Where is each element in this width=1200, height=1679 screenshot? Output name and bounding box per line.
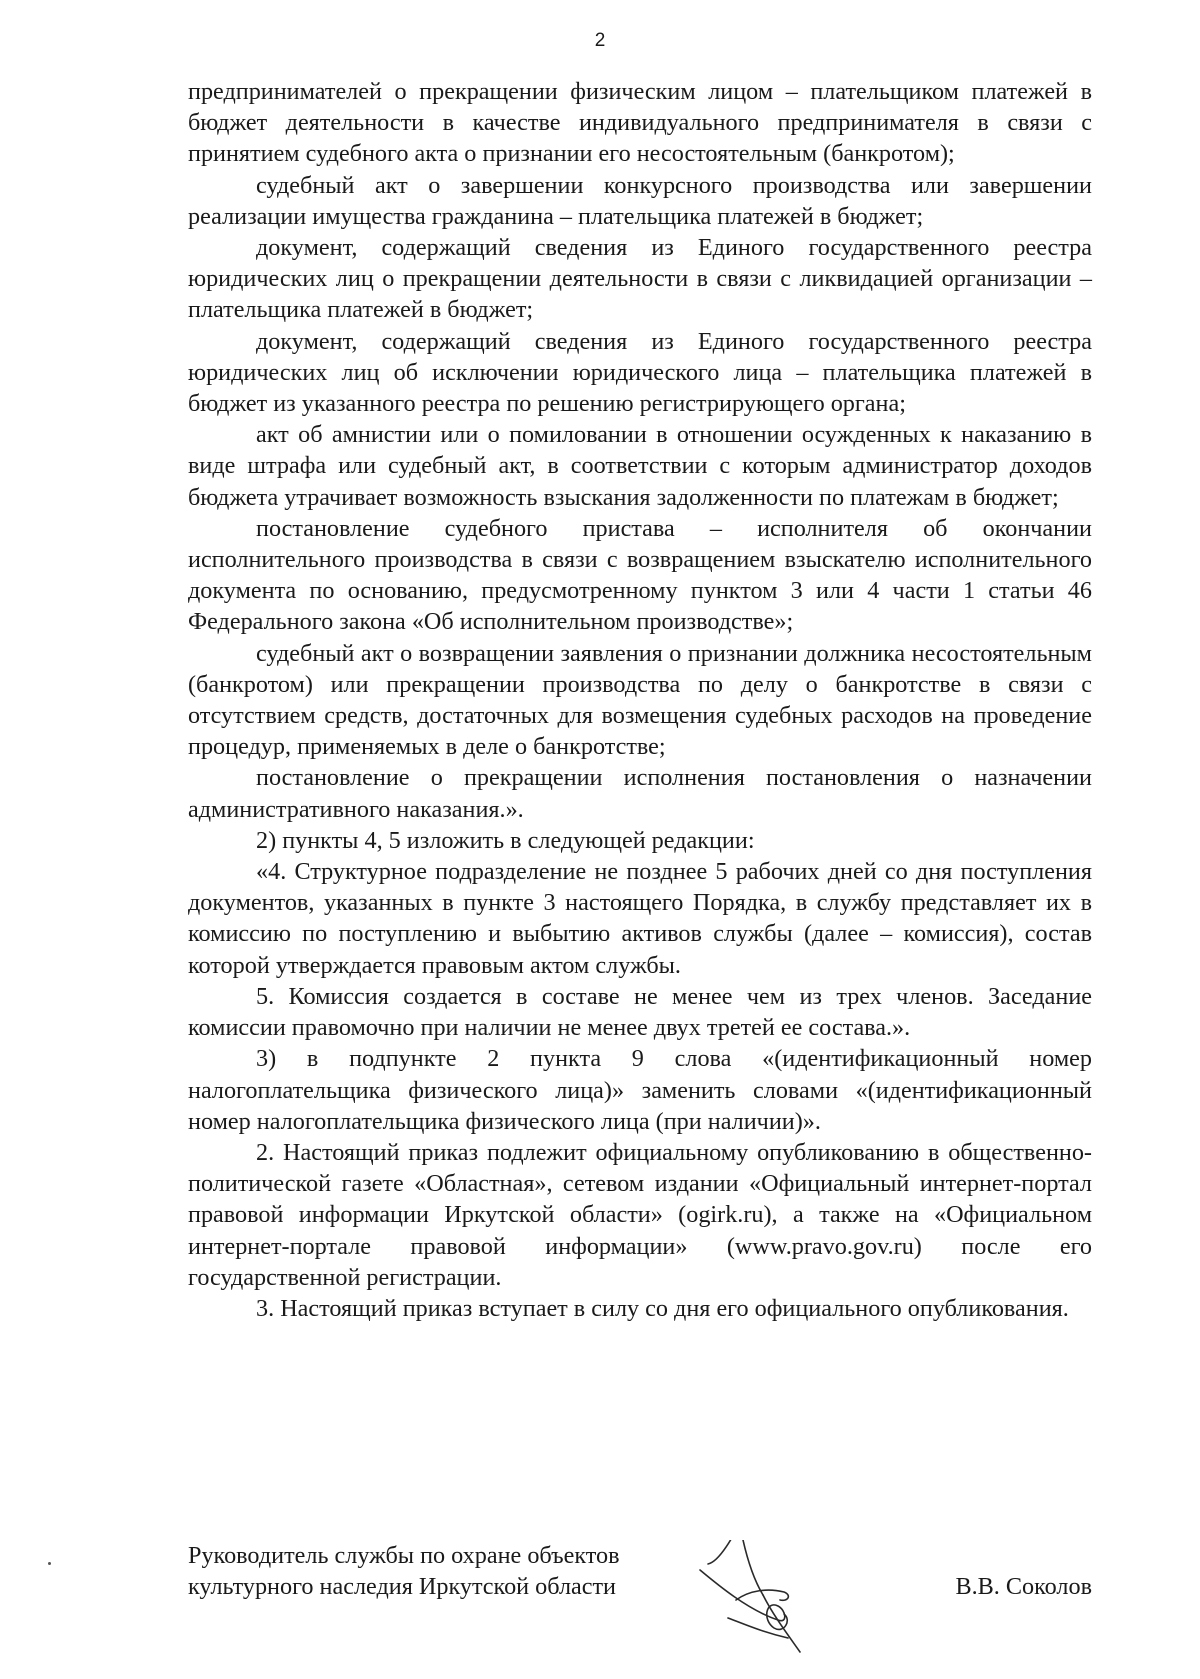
- paragraph: предпринимателей о прекращении физическим лицом – плательщиком платежей в бюджет деятельности в качестве индивидуального предпринимателя в связи с принятием судебного акта о признании его несостоятельным (банкротом);: [188, 78, 1092, 168]
- signatory-position-line: Руководитель службы по охране объектов: [188, 1542, 620, 1569]
- paragraph: 3. Настоящий приказ вступает в силу со дня его официального опубликования.: [256, 1294, 1069, 1322]
- paragraph: 3) в подпункте 2 пункта 9 слова «(идентификационный номер налогоплательщика физического лица)» заменить словами «(идентификационный номер налогоплательщика физического лица (при наличии)».: [188, 1045, 1092, 1135]
- paragraph: документ, содержащий сведения из Единого государственного реестра юридических лиц о прекращении деятельности в связи с ликвидацией организации – плательщика платежей в бюджет;: [188, 234, 1092, 324]
- paragraph: постановление о прекращении исполнения постановления о назначении административного наказания.».: [188, 764, 1092, 823]
- paragraph: документ, содержащий сведения из Единого государственного реестра юридических лиц об исключении юридического лица – плательщика платежей в бюджет из указанного реестра по решению регистрирующего органа;: [188, 327, 1092, 418]
- paragraph: 2. Настоящий приказ подлежит официальному опубликованию в общественно-политической газете «Областная», сетевом издании «Официальный интернет-портал правовой информации Иркутской области» (ogirk.ru), а также на «Официальном интернет-портале правовой информации» (www.pravo.gov.ru) после его государственной регистрации.: [188, 1138, 1092, 1291]
- scan-speck: [48, 1562, 51, 1565]
- paragraph: постановление судебного пристава – исполнителя об окончании исполнительного производства в связи с возвращением взыскателю исполнительного документа по основанию, предусмотренному пунктом 3 или 4 части 1 статьи 46 Федерального закона «Об исполнительном производстве»;: [188, 514, 1092, 636]
- paragraph: судебный акт о завершении конкурсного производства или завершении реализации имущества гражданина – плательщика платежей в бюджет;: [188, 171, 1092, 230]
- document-body: [188, 76, 1092, 1324]
- page-number: 2: [594, 30, 606, 51]
- paragraph: 5. Комиссия создается в составе не менее чем из трех членов. Заседание комиссии правомочно при наличии не менее двух третей ее состава.».: [188, 982, 1092, 1042]
- paragraph: судебный акт о возвращении заявления о признании должника несостоятельным (банкротом) или прекращении производства по делу о банкротстве в связи с отсутствием средств, достаточных для возмещения судебных расходов на проведение процедур, применяемых в деле о банкротстве;: [188, 639, 1092, 761]
- paragraph: «4. Структурное подразделение не позднее 5 рабочих дней со дня поступления документов, указанных в пункте 3 настоящего Порядка, в службу представляет их в комиссию по поступлению и выбытию активов службы (далее – комиссия), состав которой утверждается правовым актом службы.: [188, 858, 1092, 979]
- signatory-name: В.В. Соколов: [955, 1573, 1092, 1600]
- paragraph: 2) пункты 4, 5 изложить в следующей редакции:: [256, 826, 755, 854]
- signature-block: [188, 1540, 1092, 1660]
- paragraph: акт об амнистии или о помиловании в отношении осужденных к наказанию в виде штрафа или судебный акт, в соответствии с которым администратор доходов бюджета утрачивает возможность взыскания задолженности по платежам в бюджет;: [188, 421, 1092, 511]
- signatory-position-line: культурного наследия Иркутской области: [188, 1573, 617, 1600]
